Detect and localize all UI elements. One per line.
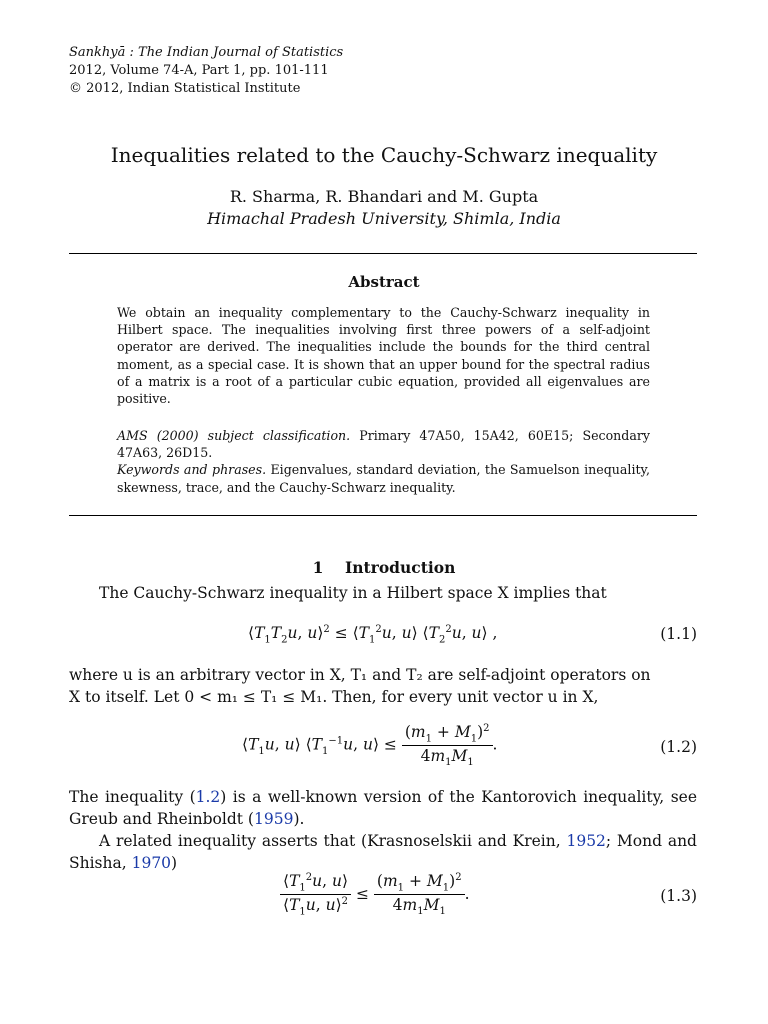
keywords-label: Keywords and phrases. (117, 462, 267, 478)
ams-classification (117, 427, 650, 461)
section-heading (0, 558, 768, 577)
equation-1-3: $\frac{⟨T_1^2u, u⟩}{⟨T_1u, u⟩^2}$ ≤ $\frac{(m_1 + M_1)^2}{4m_1M_1}$ . (280, 872, 470, 918)
keywords (117, 461, 650, 495)
p4-pre: A related inequality asserts that (Krasnoselskii and Krein, (99, 832, 567, 850)
equation-1-1-number: (1.1) (660, 625, 697, 643)
p3-mid: ) is a well-known version of the Kantorovich inequality, see Greub and Rheinboldt ( (69, 788, 697, 828)
paragraph-2-line-2: X to itself. Let 0 < m₁ ≤ T₁ ≤ M₁. Then, for every unit vector u in X, (69, 688, 599, 706)
paragraph-2-line-1: where u is an arbitrary vector in X, T₁ and T₂ are self-adjoint operators on (69, 666, 651, 684)
ams-label: AMS (2000) subject classification. (117, 428, 351, 443)
equation-1-3-number: (1.3) (660, 887, 697, 905)
paragraph-4-text (69, 830, 697, 874)
paragraph-1 (69, 582, 697, 604)
equation-1-2: $⟨T_1u$, u⟩ $⟨T_1^{-1}u$, u⟩ ≤ $\frac{(m_1 + M_1)^2}{4m_1M_1}$ . (242, 723, 498, 769)
journal-volume: 2012, Volume 74-A, Part 1, pp. 101-111 (69, 63, 329, 78)
equation-1-3-lhs: $\frac{⟨T_1^2u, u⟩}{⟨T_1u, u⟩^2}$ (280, 872, 351, 918)
journal-header (69, 44, 343, 98)
p4-end: ) (171, 854, 178, 872)
citation-link-1970[interactable]: 1970 (131, 854, 172, 872)
abstract-heading: Abstract (348, 273, 420, 291)
abstract-text: We obtain an inequality complementary to the Cauchy-Schwarz inequality in Hilbert space. The inequalities involving first three powers of a self-adjoint operator are derived. The inequalities include the bounds for the third central moment, as a special case. It is shown that an upper bound for the spectral radius of a matrix is a root of a particular cubic equation, provided all eigenvalues are positive. (117, 305, 650, 407)
author-block (0, 186, 768, 230)
equation-1-3-rhs: $\frac{(m_1 + M_1)^2}{4m_1M_1}$ (374, 872, 465, 917)
citation-link-1952[interactable]: 1952 (566, 832, 606, 850)
equation-ref-link[interactable]: 1.2 (195, 788, 221, 806)
paper-authors: R. Sharma, R. Bhandari and M. Gupta (229, 187, 539, 206)
p4-mid: ; Mond and Shisha, (69, 832, 697, 872)
journal-name: Sankhyā : The Indian Journal of Statistics (69, 45, 344, 60)
paragraph-2 (69, 664, 697, 708)
section-number: 1 (312, 558, 324, 577)
classification-block (117, 427, 650, 496)
section-title: Introduction (345, 558, 456, 577)
paper-affiliation: Himachal Pradesh University, Shimla, India (207, 209, 561, 228)
top-rule (69, 253, 697, 254)
keywords-text: Eigenvalues, standard deviation, the Samuelson inequality, skewness, trace, and the Cauchy-Schwarz inequality. (117, 462, 650, 495)
abstract-body (117, 304, 650, 407)
paragraph-3-text (69, 786, 697, 830)
ams-text: Primary 47A50, 15A42, 60E15; Secondary 47A63, 26D15. (117, 428, 650, 461)
p3-end: ). (293, 810, 305, 828)
equation-1-1: $⟨T_1T_2u$, u⟩$^2$ ≤ $⟨T_1^2u$, u⟩ $⟨T_2^2u$, u⟩ , (248, 624, 498, 646)
equation-1-2-number: (1.2) (660, 738, 697, 756)
paper-title: Inequalities related to the Cauchy-Schwarz inequality (110, 143, 658, 167)
paragraph-3 (69, 786, 697, 874)
equation-1-2-fraction: $\frac{(m_1 + M_1)^2}{4m_1M_1}$ (402, 723, 493, 768)
journal-copyright: © 2012, Indian Statistical Institute (69, 81, 301, 96)
p3-pre: The inequality ( (69, 788, 196, 806)
paragraph-1-text: The Cauchy-Schwarz inequality in a Hilbert space X implies that (99, 584, 607, 602)
bottom-rule (69, 515, 697, 516)
citation-link-1959[interactable]: 1959 (253, 810, 294, 828)
